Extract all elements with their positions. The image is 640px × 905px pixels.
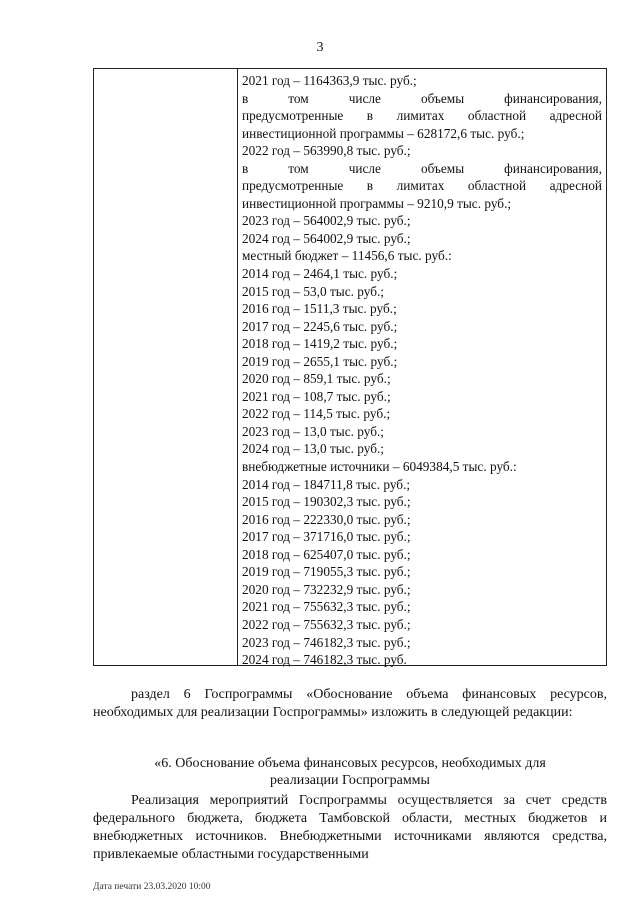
table-line: 2023 год – 564002,9 тыс. руб.; bbox=[242, 213, 411, 229]
table-line: 2016 год – 1511,3 тыс. руб.; bbox=[242, 301, 397, 317]
table-line: 2015 год – 53,0 тыс. руб.; bbox=[242, 283, 384, 299]
table-line: инвестиционной программы – 628172,6 тыс. руб.; bbox=[242, 125, 525, 141]
table-line: 2014 год – 2464,1 тыс. руб.; bbox=[242, 266, 398, 282]
table-column-divider bbox=[237, 69, 238, 665]
table-line: 2021 год – 1164363,9 тыс. руб.; bbox=[242, 73, 417, 88]
table-line: 2014 год – 184711,8 тыс. руб.; bbox=[242, 476, 411, 492]
table-line: 2024 год – 564002,9 тыс. руб.; bbox=[242, 230, 411, 246]
table-line: 2017 год – 2245,6 тыс. руб.; bbox=[242, 318, 398, 334]
table-line: 2022 год – 563990,8 тыс. руб.; bbox=[242, 143, 411, 159]
table-line: местный бюджет – 11456,6 тыс. руб.: bbox=[242, 248, 452, 264]
table-line: 2021 год – 755632,3 тыс. руб.; bbox=[242, 599, 411, 615]
section-heading-line-1: «6. Обоснование объема финансовых ресурсов, необходимых для bbox=[154, 756, 546, 771]
section-body-paragraph bbox=[93, 792, 607, 864]
page-number: 3 bbox=[316, 40, 324, 55]
funding-details-cell bbox=[242, 72, 602, 669]
table-line: 2024 год – 746182,3 тыс. руб. bbox=[242, 652, 407, 668]
table-line: в том числе объемы финансирования, bbox=[242, 160, 602, 176]
amendment-paragraph bbox=[93, 686, 607, 722]
table-line: 2016 год – 222330,0 тыс. руб.; bbox=[242, 511, 411, 527]
funding-table bbox=[93, 68, 607, 666]
table-line: 2023 год – 13,0 тыс. руб.; bbox=[242, 423, 384, 439]
table-line: 2019 год – 719055,3 тыс. руб.; bbox=[242, 564, 411, 580]
table-line: 2023 год – 746182,3 тыс. руб.; bbox=[242, 634, 411, 650]
table-line: 2021 год – 108,7 тыс. руб.; bbox=[242, 388, 391, 404]
table-line: 2018 год – 1419,2 тыс. руб.; bbox=[242, 336, 398, 352]
section-heading bbox=[93, 755, 607, 789]
table-line: 2019 год – 2655,1 тыс. руб.; bbox=[242, 353, 398, 369]
table-line: 2022 год – 755632,3 тыс. руб.; bbox=[242, 616, 411, 632]
amendment-text: раздел 6 Госпрограммы «Обоснование объема финансовых ресурсов, необходимых для реализации Госпрограммы» изложить в следующей редакции: bbox=[93, 687, 607, 720]
table-line: предусмотренные в лимитах областной адресной bbox=[242, 178, 602, 194]
table-line: инвестиционной программы – 9210,9 тыс. руб.; bbox=[242, 195, 512, 211]
table-line: 2020 год – 859,1 тыс. руб.; bbox=[242, 371, 391, 387]
table-line: предусмотренные в лимитах областной адресной bbox=[242, 108, 602, 124]
table-line: 2020 год – 732232,9 тыс. руб.; bbox=[242, 581, 411, 597]
table-line: 2017 год – 371716,0 тыс. руб.; bbox=[242, 529, 411, 545]
table-line: 2018 год – 625407,0 тыс. руб.; bbox=[242, 546, 411, 562]
section-body-text: Реализация мероприятий Госпрограммы осуществляется за счет средств федерального бюджета, бюджета Тамбовской области, местных бюджетов и внебюджетных источников. Внебюджетными источниками являются средства, привлекаемые областными государственными bbox=[93, 793, 607, 862]
table-line: 2015 год – 190302,3 тыс. руб.; bbox=[242, 494, 411, 510]
table-line: внебюджетные источники – 6049384,5 тыс. руб.: bbox=[242, 459, 517, 475]
table-line: 2022 год – 114,5 тыс. руб.; bbox=[242, 406, 391, 422]
section-heading-line-2: реализации Госпрограммы bbox=[270, 773, 430, 788]
print-date-footer: Дата печати 23.03.2020 10:00 bbox=[93, 882, 211, 892]
table-line: 2024 год – 13,0 тыс. руб.; bbox=[242, 441, 384, 457]
table-line: в том числе объемы финансирования, bbox=[242, 90, 602, 106]
